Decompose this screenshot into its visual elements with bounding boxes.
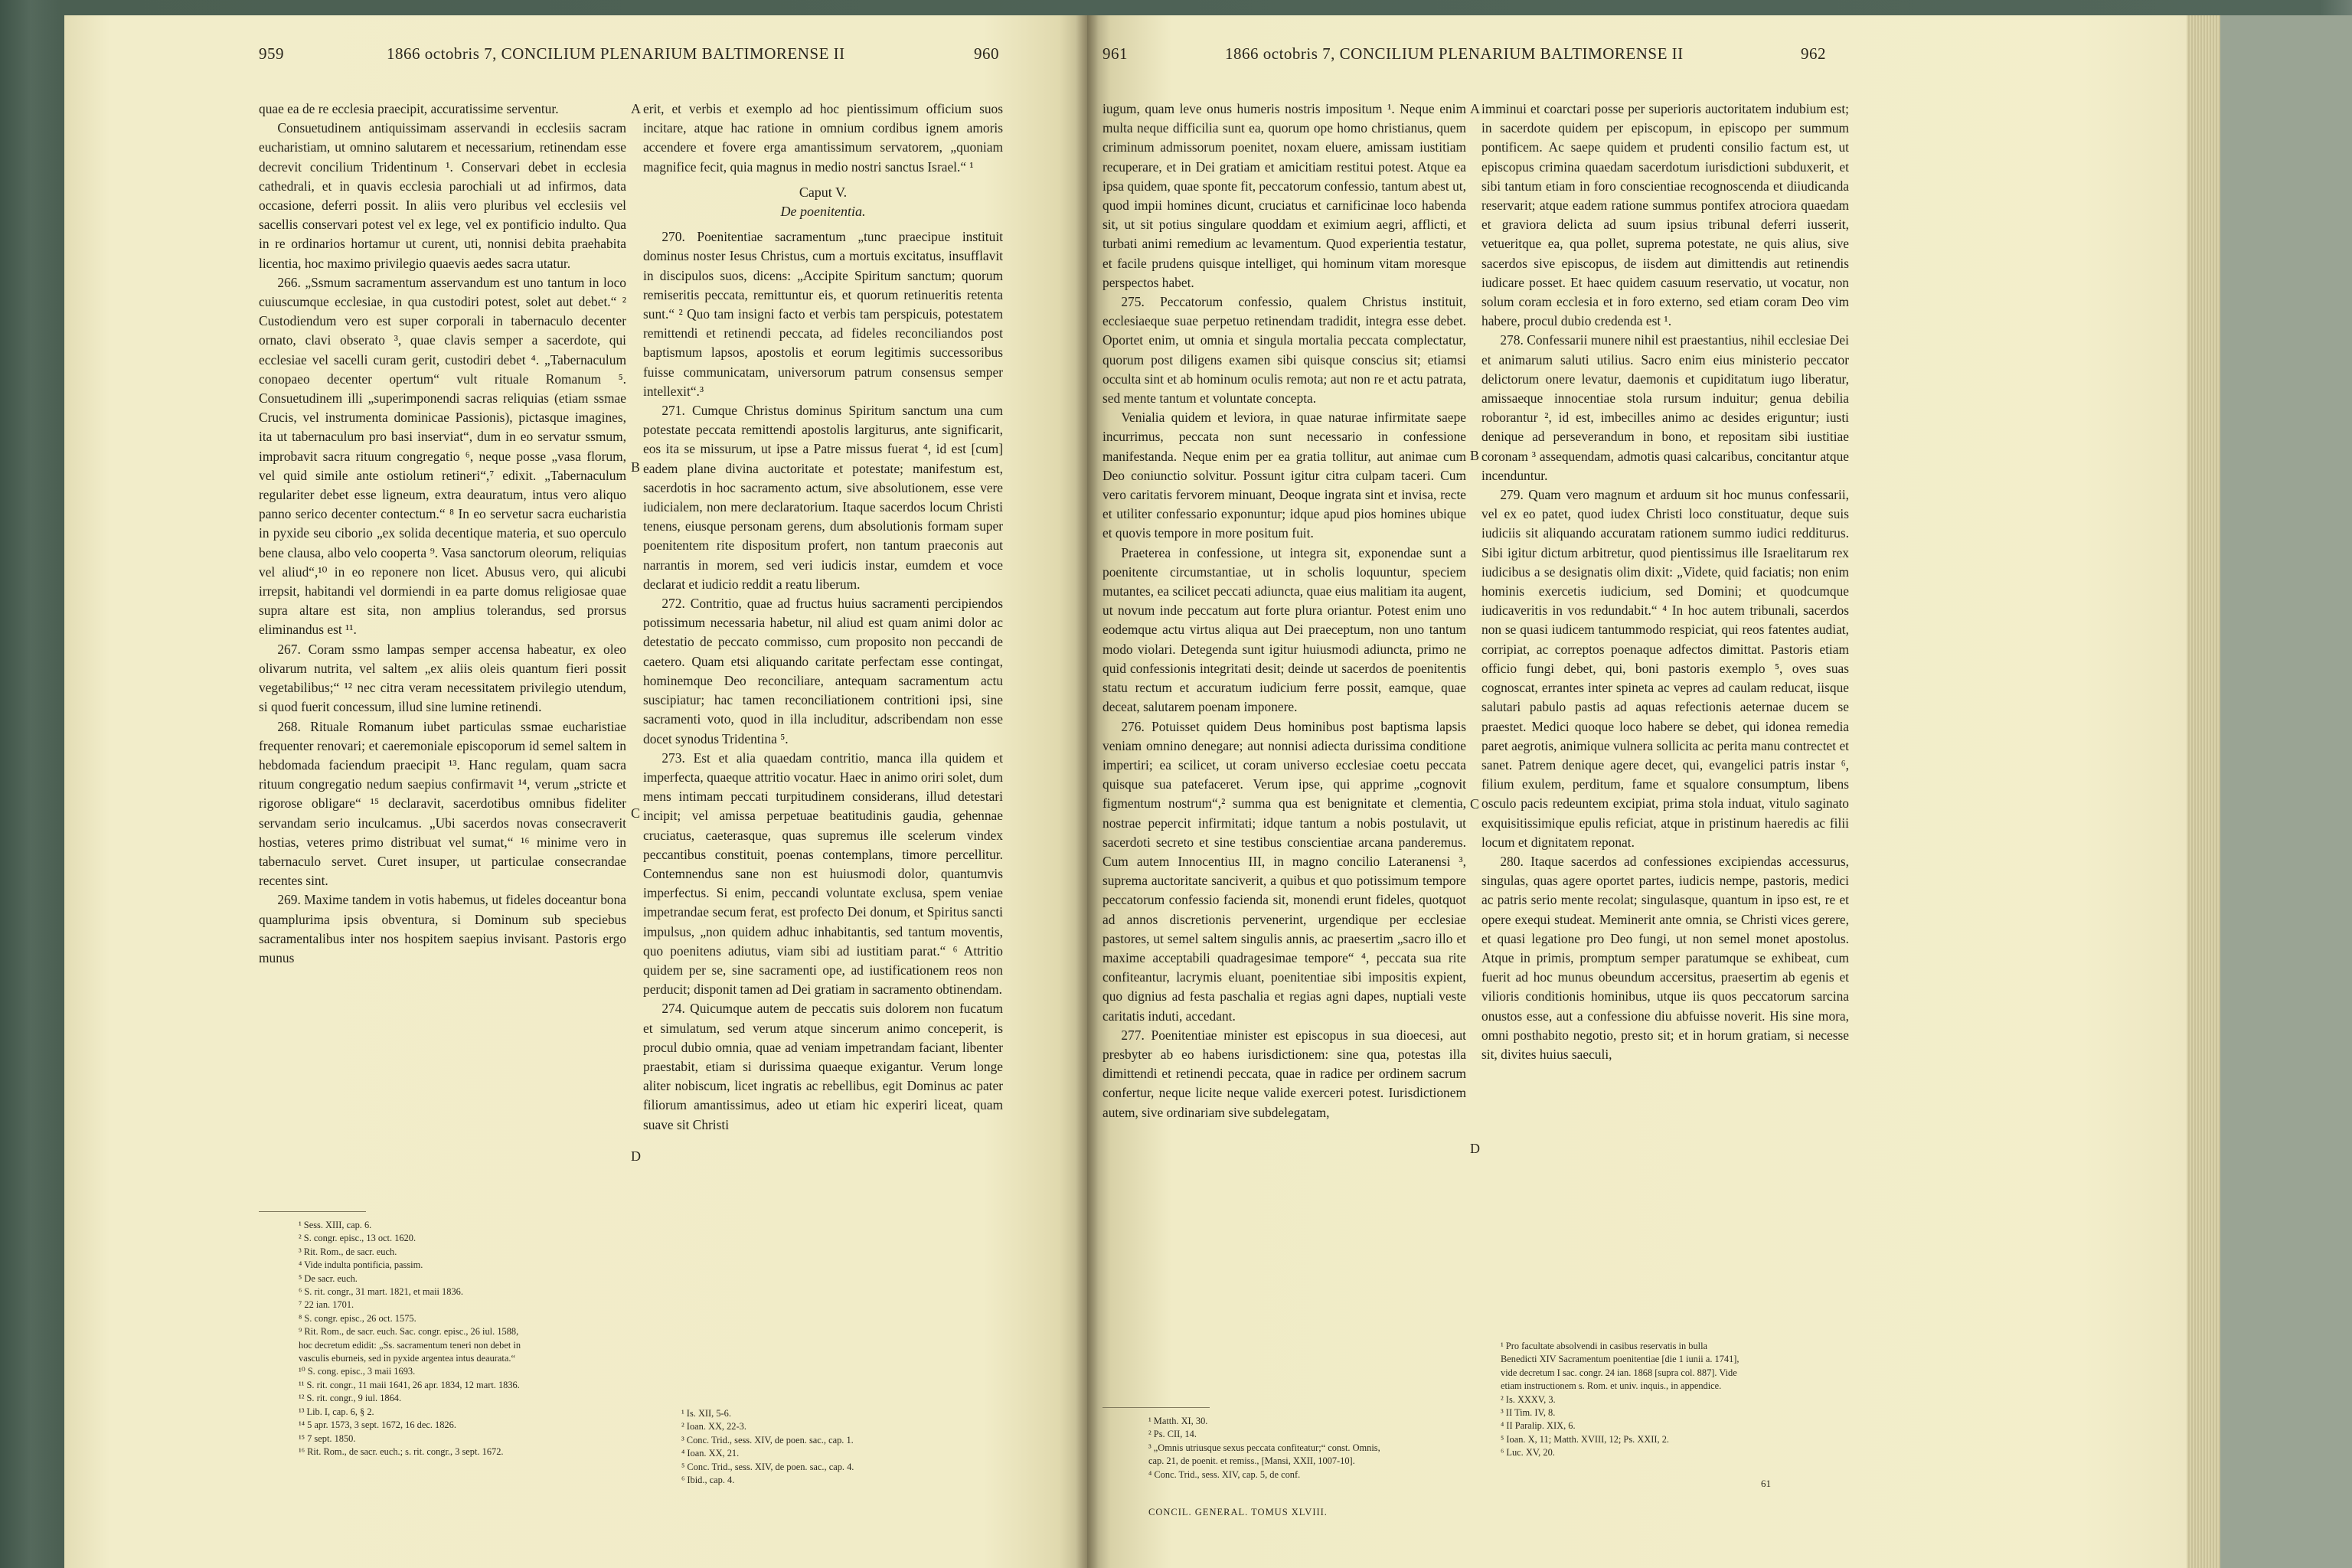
paragraph: 280. Itaque sacerdos ad confessiones excipiendas accessurus, singulas, quas agere oportet partes, iudicis nempe, pastoris, medici ac patris serio mente recolat; singulasque, quantum in ipso est, re et opere exequi studeat. Meminerit ante omnia, se Christi vices gerere, et quasi legatione pro Deo fungi, ut non semel monet apostolus. Atque in primis, promptum semper paratumque se exhibeat, cum fuerit ad hoc munus obeundum accersitus, praesertim ab egenis et vilioris conditionis hominibus, utque iis quos peccatorum sarcina onustos esse, aut a confessione diu abfuisse noverit. His sine mora, omni posthabito negotio, presto sit; et in horum gratiam, si necesse sit, divites huius saeculi, <box>1481 853 1849 1062</box>
footnote: ⁴ Ioan. XX, 21. <box>681 1448 740 1459</box>
paragraph: 278. Confessarii munere nihil est praestantius, nihil ecclesiae Dei et animarum saluti utilius. Sacro enim eius ministerio peccator delictorum onere levatur, daemonis et cupiditatum iugo liberatur, amissaeque innocentiae stola rursum induitur; genua debilia roborantur ², id est, imbecilles animo ac desides eriguntur; iusti denique ad perseverandum in bono, et repositam sibi iustitiae coronam ³ assequendam, admotis quasi calcaribus, concitantur atque incenduntur. <box>1481 332 1849 483</box>
footnote: ⁴ II Paralip. XIX, 6. <box>1501 1420 1576 1432</box>
footnote: vide decretum I sac. congr. 24 ian. 1868 [supra col. 887]. Vide <box>1501 1367 1737 1378</box>
footnote: ¹⁶ Rit. Rom., de sacr. euch.; s. rit. congr., 3 sept. 1672. <box>299 1446 504 1457</box>
paragraph: 272. Contritio, quae ad fructus huius sacramenti percipiendos potissimum necessaria habetur, nil aliud est quam animi dolor ac detestatio de peccato commisso, cum proposito non peccandi de caetero. Quam etsi aliquando caritate perfectam esse contingat, hominemque Deo reconciliare, antequam sacramentum actu suscipiatur; hac tamen reconciliationem contritioni ipsi, sine sacramenti voto, quod in illa includitur, adscribendam non esse docet synodus Tridentina ⁵. <box>643 596 1003 746</box>
footnote-rule <box>1102 1407 1210 1408</box>
footnote: ³ „Omnis utriusque sexus peccata confiteatur;“ const. Omnis, <box>1148 1442 1380 1453</box>
paragraph: 267. Coram ssmo lampas semper accensa habeatur, ex oleo olivarum nutrita, vel saltem „ex aliis oleis quantum fieri possit vegetabilibus;“ ¹² nec citra veram necessitatem privilegio utendum, si quod fuerit concessum, illud sine lumine retinendi. <box>259 641 626 715</box>
paragraph: quae ea de re ecclesia praecipit, accuratissime serventur. <box>259 101 559 116</box>
footnote: ¹ Matth. XI, 30. <box>1148 1416 1208 1426</box>
right-page-number-962: 962 <box>1801 44 1826 63</box>
footnote: ¹³ Lib. I, cap. 6, § 2. <box>299 1406 374 1417</box>
footnote: ² Is. XXXV, 3. <box>1501 1393 1556 1405</box>
margin-letter-a: A <box>631 101 641 116</box>
paragraph: Consuetudinem antiquissimam asservandi in ecclesiis sacram eucharistiam, ut omnino salutarem et necessarium, retinendam esse decrevit concilium Tridentinum ¹. Conservari debet in ecclesia cathedrali, et in quavis ecclesia parochiali ut ad infirmos, data occasione, deferri possit. In aliis vero pluribus vel ecclesiis vel sacellis conservari potest vel ex lege, vel ex pontificio indulto. Qua in re ordinarios hortamur ut curent, uti, nonnisi debita praehabita licentia, hoc maximo privilegio quaevis aedes sacra utatur. <box>259 120 626 271</box>
footnote: ⁷ 22 ian. 1701. <box>299 1299 354 1311</box>
footnote: ³ Conc. Trid., sess. XIV, de poen. sac., cap. 1. <box>681 1434 854 1446</box>
left-running-head: 1866 octobris 7, CONCILIUM PLENARIUM BALTIMORENSE II <box>387 44 845 63</box>
chapter-subtitle: De poenitentia. <box>780 204 866 220</box>
paragraph: 266. „Ssmum sacramentum asservandum est uno tantum in loco cuiuscumque ecclesiae, in qua custodiri potest, solet aut debet.“ ² Custodiendum vero est super corporali in tabernaculo decenter ornato, clavi obserato ³, quae clavis semper a sacerdote, qui ecclesiae vel sacelli curam gerit, custodiri debet ⁴. „Tabernaculum conopaeo decenter opertum“ vult rituale Romanum ⁵. Consuetudinem illi „superimponendi sacras reliquias (etiam ssmae Crucis, vel instrumenta dominicae Passionis), pictasque imagines, ita ut tabernaculum pro basi inserviat“, dum in eo servatur ssmum, improbavit sacra rituum congregatio ⁶, neque posse „vasa florum, vel quid simile ante ostiolum retineri“,⁷ edixit. „Tabernaculum regulariter debet esse ligneum, extra deauratum, intus vero aliquo panno serico decenter contectum.“ ⁸ In eo servetur sacra eucharistia in pyxide seu ciborio „ex solida decentique materia, et suo operculo bene clausa, albo velo cooperta ⁹. Vasa sanctorum oleorum, reliquias vel aliud“,¹⁰ in eo reponere non licet. Abusus vero, qui alicubi irrepsit, habitandi vel dormiendi in ea parte domus religiosae quae supra altare est sita, non amplius tolerandus, sed prorsus eliminandus est ¹¹. <box>259 274 626 638</box>
footnote: ⁴ Vide indulta pontificia, passim. <box>299 1259 423 1271</box>
book-gutter <box>1076 15 1099 1568</box>
left-page-number-960: 960 <box>974 44 999 63</box>
footnote: ¹² S. rit. congr., 9 iul. 1864. <box>299 1393 402 1404</box>
paragraph: 275. Peccatorum confessio, qualem Christus instituit, ecclesiaeque suae perpetuo retinendam tradidit, integra esse debet. Oportet enim, ut omnia et singula mortalia peccata complectatur, quorum post diligens examen sibi quisque conscius sit; etiamsi occulta sint et ab hominum oculis remota; aut non re et actu patrata, sed mente tantum et voluntate concepta. <box>1102 294 1466 407</box>
paragraph: 268. Rituale Romanum iubet particulas ssmae eucharistiae frequenter renovari; et caeremoniale episcoporum id semel saltem in hebdomada faciendum praecipit ¹³. Hanc regulam, quam sacra rituum congregatio nedum saepius confirmavit ¹⁴, verum „stricte et rigorose obligare“ ¹⁵ declaravit, sacerdotibus omnibus fideliter servandam serio inculcamus. „Ubi sacerdos novas consecraverit hostias, veteres primo distribuat vel sumat,“ ¹⁶ minime vero in tabernaculo servet. Curet insuper, ut particulae consecrandae recentes sint. <box>259 718 626 889</box>
paragraph: imminui et coarctari posse per superioris auctoritatem indubium est; in sacerdote quidem per episcopum, in episcopo per summum pontificem. Ac saepe quidem et prudenti consilio factum est, ut episcopus crimina quaedam sacerdotum iurisdictioni subduxerit, et sibi tantum etiam in foro conscientiae recognoscenda et diiudicanda reservarit; atque eadem ratione summus pontifex atrociora quaedam et graviora delicta ad suum ipsius tribunal deferri iusserit, vetueritque ea, qua pollet, suprema potestate, ne quis alius, sive sacerdos sive episcopus, de iisdem aut dimittendis aut retinendis iudicare posset. Et haec quidem casuum reservatio, ut vocatur, non solum coram ecclesia et in foro externo, sed etiam coram Deo vim habere, procul dubio credenda est ¹. <box>1481 101 1849 329</box>
paragraph: 270. Poenitentiae sacramentum „tunc praecipue instituit dominus noster Iesus Christus, cum a mortuis excitatus, insufflavit in discipulos suos, dicens: „Accipite Spiritum sanctum; quorum remiseritis peccata, remittuntur eis, et quorum retinueritis retenta sunt.“ ² Quo tam insigni facto et verbis tam perspicuis, potestatem remittendi et retinendi peccata, ad fideles reconciliandos post baptismum lapsos, apostolis et eorum legitimis successoribus fuisse communicatam, universorum patrum consensus semper intellexit“.³ <box>643 229 1003 399</box>
footnote: ⁵ Conc. Trid., sess. XIV, de poen. sac., cap. 4. <box>681 1461 854 1472</box>
paragraph: iugum, quam leve onus humeris nostris impositum ¹. Neque enim multa neque difficilia sunt ea, quorum ope homo christianus, quem criminum admissorum poenitet, noxam eluere, amissam iustitiam recuperare, et in Dei gratiam et amicitiam restitui potest. Atque ea ipsa quidem, quae sponte fit, peccatorum confessio, tantum abest ut, quod impii homines dicunt, cruciatus et carnificinae loco habenda sit, ut sit potius singulare quoddam et eximium aegri, afflicti, et turbati animi remedium ac levamentum. Quod experientia testatur, et facile prudens quisque intelliget, qui hominum vitam moresque perspectos habet. <box>1102 101 1466 290</box>
footnote: ⁹ Rit. Rom., de sacr. euch. Sac. congr. episc., 26 iul. 1588, <box>299 1326 519 1338</box>
margin-letter-c: C <box>631 805 641 821</box>
right-column-2 <box>1481 100 1849 1064</box>
footnote-rule <box>259 1211 366 1212</box>
paragraph: 276. Potuisset quidem Deus hominibus post baptisma lapsis veniam omnino denegare; aut nonnisi adiecta durissima conditione impertiri; ea scilicet, ut coram universo ecclesiae coetu peccata quisque sua patefaceret. Verum ipse, qui apprime „cognovit figmentum nostrum“,² summa qua est benignitate et clementia, nostrae pepercit infirmitati; idque tantum a nobis postulavit, ut sacerdoti secreto et sine testibus conscientiae arcana panderemus. Cum autem Innocentius III, in magno concilio Lateranensi ³, suprema auctoritate sanciverit, a quibus et quo potissimum tempore peccatorum confessio facienda sit, monendi erunt fideles, quotquot ad annos discretionis pervenerint, urgendique per ecclesiae pastores, ut semel saltem singulis annis, ac praesertim „sacro illo et maxime acceptabili quadragesimae tempore“ ⁴, peccata sua rite confiteantur, lacrymis eluant, poenitentiae sibi impositis expient, quo dignius ad festa paschalia et regias agni dapes, nuptiali veste caritatis induti, accedant. <box>1102 718 1466 1024</box>
margin-letter-b: B <box>1470 448 1480 463</box>
footnote: ⁶ Ibid., cap. 4. <box>681 1475 735 1486</box>
paragraph: 279. Quam vero magnum et arduum sit hoc munus confessarii, vel ex eo patet, quod iudex Christi loco constituatur, deque suis iudiciis sit aliquando accuratam rationem summo iudici redditurus. Sibi igitur dictum arbitretur, quod pientissimus ille Israelitarum rex iudicibus a se designatis olim dixit: „Videte, quid faciatis; non enim hominis exercetis iudicium, sed Domini; et quodcumque iudicaveritis in vos redundabit.“ ⁴ In hoc autem tribunali, sacerdos non se quasi iudicem tantummodo respiciat, qui reos fatentes audiat, corripiat, ac correptos poenaque adfectos dimittat. Pastoris etiam officio fungi debet, qui, boni pastoris exemplo ⁵, oves suas cognoscat, errantes inter spineta ac vepres ad caulam reducat, iisque salutari pabulo pastis ad aquas refectionis aeternae ducem se praestet. Medici quoque loco habere se debet, qui idonea remedia paret aegrotis, animique vulnera sollicita ac perita manu contrectet et sanet. Patrem denique agere decet, qui, evangelici patris instar ⁶, filium exulem, perditum, fame et squalore consumptum, libens osculo pacis redeuntem excipiat, prima stola induat, vitulo saginato exquisitissimique epulis reficiat, atque in pristinum haeredis ac filii locum et dignitatem reponat. <box>1481 487 1849 850</box>
margin-letter-c: C <box>1470 796 1480 812</box>
right-footnotes-2 <box>1501 1340 1853 1460</box>
paragraph: 269. Maxime tandem in votis habemus, ut fideles doceantur bona quamplurima ipsis obventura, si Dominum sub speciebus sacramentalibus inter nos hospitem saepius invisant. Pastoris ergo munus <box>259 892 626 965</box>
margin-letter-a: A <box>1470 101 1480 116</box>
footnote: ¹⁵ 7 sept. 1850. <box>299 1432 356 1444</box>
footnote: ⁴ Conc. Trid., sess. XIV, cap. 5, de conf. <box>1148 1468 1301 1480</box>
footnote: etiam instructionem s. Rom. et univ. inquis., in appendice. <box>1501 1380 1722 1392</box>
paragraph: Praeterea in confessione, ut integra sit, exponendae sunt a poenitente circumstantiae, ut in scholis loquuntur, speciem mutantes, ea scilicet peccati adiuncta, quae eius malitiam ita augent, ut novum inde peccatum aut forte plura oriantur. Potest enim uno eodemque actu virtus aliqua aut Dei praeceptum, non uno tantum modo violari. Detegenda sunt igitur huiusmodi adiuncta, primo ne quid confessionis integritati desit; deinde ut sacerdos de poenitentis statu rectum et accuratum iudicium ferre possit, eamque, quae deceat, salutarem poenam imponere. <box>1102 544 1466 715</box>
margin-letter-d: D <box>631 1148 641 1164</box>
footnote: ¹¹ S. rit. congr., 11 maii 1641, 26 apr. 1834, 12 mart. 1836. <box>299 1379 520 1390</box>
margin-letter-b: B <box>631 459 641 475</box>
footnote: ⁶ Luc. XV, 20. <box>1501 1447 1555 1459</box>
left-footnotes-2 <box>681 1407 1003 1487</box>
right-footnotes-1 <box>1148 1415 1470 1481</box>
left-page-number-959: 959 <box>259 44 284 63</box>
right-column-1 <box>1102 100 1466 1122</box>
paragraph: 273. Est et alia quaedam contritio, manca illa quidem et imperfecta, quaeque attritio vocatur. Haec in animo oriri solet, dum mens intimam peccati turpitudinem considerans, illud detestari incipit; vel amissa perpetuae beatitudinis gaudia, gehennae cruciatus, caeterasque, quas supremus ille scelerum vindex peccantibus constituit, poenas contemplans, timore percellitur. Contemnendus sane non est huiusmodi dolor, quantumvis imperfectus. Si enim, peccandi voluntate exclusa, spem veniae impetrandae secum ferat, est profecto Dei donum, et Spiritus sancti impulsus, „non quidem adhuc inhabitantis, sed tantum moventis, quo poenitens adiutus, viam sibi ad iustitiam parat.“ ⁶ Attritio quidem per se, sine sacramenti ope, ad iustificationem reos non perducit; disponit tamen ad Dei gratiam in sacramento obtinendam. <box>643 750 1003 998</box>
footnote: ² Ioan. XX, 22-3. <box>681 1421 746 1432</box>
signature-mark: 61 <box>1761 1478 1771 1489</box>
footnote: ³ II Tim. IV, 8. <box>1501 1407 1556 1419</box>
left-footnotes-1 <box>299 1219 635 1459</box>
book-cover-edge <box>2220 15 2352 1568</box>
footnote: ¹⁴ 5 apr. 1573, 3 sept. 1672, 16 dec. 1826. <box>299 1419 456 1431</box>
footnote: ³ Rit. Rom., de sacr. euch. <box>299 1246 397 1257</box>
paragraph: erit, et verbis et exemplo ad hoc pientissimum officium suos incitare, atque hac ratione in omnium cordibus ignem amoris accendere et fovere erga amantissimum servatorem, „quoniam magnifice fecit, quia magnus in medio nostri sanctus Israel.“ ¹ <box>643 101 1003 175</box>
left-column-2 <box>643 100 1003 1135</box>
paragraph: 271. Cumque Christus dominus Spiritum sanctum una cum potestate peccata remittendi apostolis largiturus, ante significarit, eos ita se missurum, ut ipse a Patre missus fuerat ⁴, id est [cum] eadem plane divina auctoritate et potestate; manifestum est, sacerdotis in hoc sacramento actum, sive absolutionem, esse vere iudicialem, non mere declaratorium. Itaque sacerdos locum Christi tenens, eiusque personam gerens, dum absolutionis formam super poenitentem rite dispositum profert, non tantum praeconis aut narrantis in morem, sed veri iudicis instar, eumdem et voce declarat et iudicio reddit a reatu liberum. <box>643 403 1003 592</box>
right-running-head: 1866 octobris 7, CONCILIUM PLENARIUM BALTIMORENSE II <box>1225 44 1684 63</box>
footnote: Benedicti XIV Sacramentum poenitentiae [die 1 iunii a. 1741], <box>1501 1354 1740 1365</box>
right-page-number-961: 961 <box>1102 44 1128 63</box>
footnote: ⁸ S. congr. episc., 26 oct. 1575. <box>299 1312 416 1324</box>
footnote: ¹⁰ S. cong. episc., 3 maii 1693. <box>299 1366 416 1377</box>
page-edges <box>2187 15 2220 1568</box>
paragraph: 277. Poenitentiae minister est episcopus in sua dioecesi, aut presbyter ab eo habens iurisdictionem: sine qua, potestas illa dimittendi et retinendi peccata, quae in radice per ordinem sacrum confertur, neque licite neque valide exerceri potest. Iurisdictionem autem, sive ordinariam sive subdelegatam, <box>1102 1027 1466 1120</box>
footnote: ¹ Pro facultate absolvendi in casibus reservatis in bulla <box>1501 1341 1708 1351</box>
footnote: hoc decretum edidit: „Ss. sacramentum teneri non debet in <box>299 1339 521 1351</box>
footnote: ² Ps. CII, 14. <box>1148 1429 1197 1440</box>
footnote: ⁵ De sacr. euch. <box>299 1272 358 1284</box>
footnote: ² S. congr. episc., 13 oct. 1620. <box>299 1233 416 1244</box>
footnote: vasculis eburneis, sed in pyxide argentea intus deaurata.“ <box>299 1353 515 1364</box>
footnote: ¹ Sess. XIII, cap. 6. <box>299 1220 372 1230</box>
footnote: ¹ Is. XII, 5-6. <box>681 1408 731 1419</box>
footnote: cap. 21, de poenit. et remiss., [Mansi, XXII, 1007-10]. <box>1148 1455 1355 1467</box>
paragraph: 274. Quicumque autem de peccatis suis dolorem non fucatum et simulatum, sed verum atque sincerum animo conceperit, is procul dubio omnia, quae ad veniam impetrandam faciant, libenter praestabit, etiam si durissima quaeque exigantur. Verum longe aliter nobiscum, licet ingratis ac rebellibus, egit Dominus ac pater filiorum amantissimus, adeo ut etiam hic experiri liceat, quam suave sit Christi <box>643 1001 1003 1132</box>
left-column-1 <box>259 100 626 968</box>
footnote: ⁶ S. rit. congr., 31 mart. 1821, et maii 1836. <box>299 1286 463 1298</box>
paragraph: Venialia quidem et leviora, in quae naturae infirmitate saepe incurrimus, peccata non sunt necessario in confessione manifestanda. Neque enim per ea gratia tollitur, aut animae cum Deo coniunctio solvitur. Possunt igitur citra culpam taceri. Cum vero caritatis fervorem minuant, Deoque ingrata sint et invisa, recte et utiliter confessario exponuntur; idque apud pios homines ubique et quovis tempore in more positum fuit. <box>1102 410 1466 541</box>
volume-footer: CONCIL. GENERAL. TOMUS XLVIII. <box>1148 1507 1328 1517</box>
margin-letter-d: D <box>1470 1141 1480 1156</box>
chapter-title: Caput V. <box>799 184 848 200</box>
footnote: ⁵ Ioan. X, 11; Matth. XVIII, 12; Ps. XXII, 2. <box>1501 1433 1669 1445</box>
